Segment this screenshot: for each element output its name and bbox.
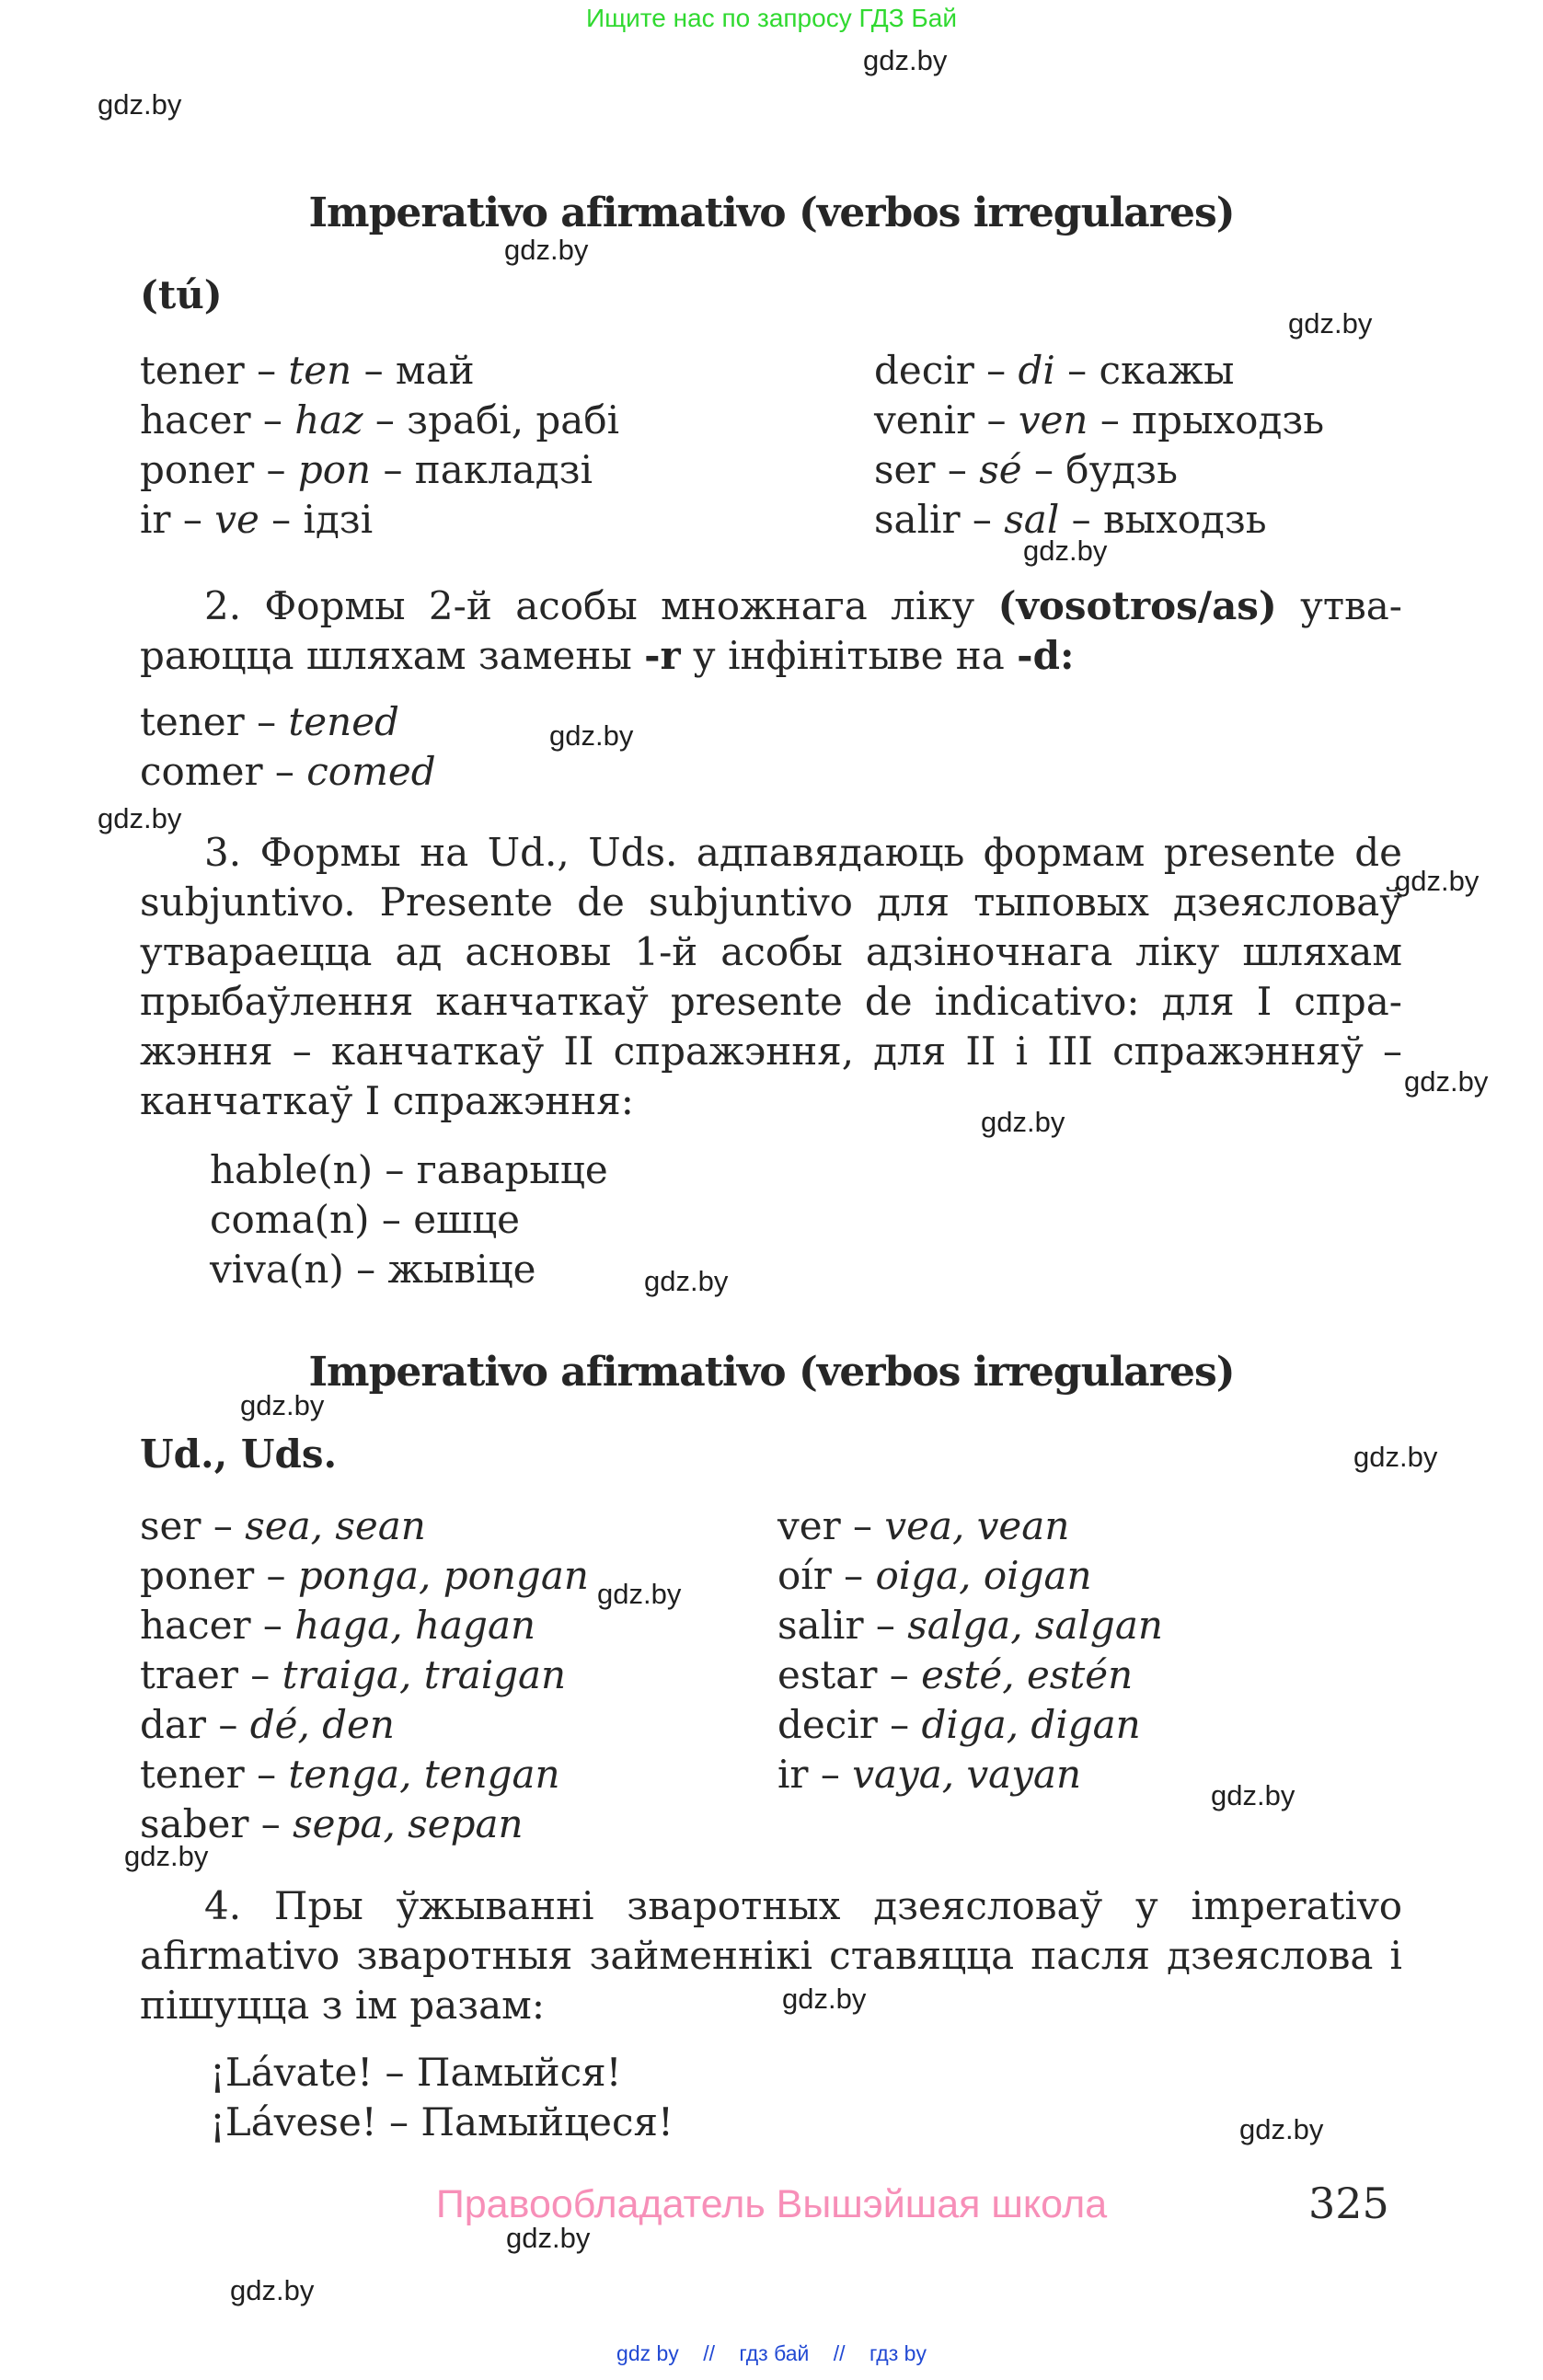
person-label-ud: Ud., Uds. xyxy=(140,1431,338,1477)
verb-row: ¡Lávate! – Памыйся! xyxy=(210,2050,622,2095)
verb-row: venir – ven – прыходзь xyxy=(874,397,1325,443)
paragraph-4 xyxy=(140,1881,1402,2030)
section-title-tu: Imperativo afirmativo (verbos irregulares) xyxy=(308,190,1235,236)
watermark: gdz.by xyxy=(1023,535,1108,567)
text-line: 2. Формы 2-й асобы множнага ліку (vosotros/as) утва- xyxy=(204,583,1402,628)
verb-row: comer – comed xyxy=(140,749,436,794)
verb-row: salir – salga, salgan xyxy=(777,1603,1163,1648)
watermark: gdz.by xyxy=(863,44,948,76)
verb-row: poner – ponga, pongan xyxy=(140,1553,589,1598)
verb-table-tu-left xyxy=(140,346,619,545)
text-line: канчаткаў I спражэння: xyxy=(140,1078,634,1123)
verb-row: hacer – haz – зрабі, рабі xyxy=(140,397,620,443)
text-line: утвараецца ад асновы 1-й асобы адзіночнага ліку шляхам xyxy=(140,929,1402,974)
verb-row: hacer – haga, hagan xyxy=(140,1603,536,1648)
watermark: gdz.by xyxy=(98,802,182,834)
verb-table-ud-left xyxy=(140,1501,589,1849)
verb-row: ver – vea, vean xyxy=(777,1503,1070,1548)
footer-separator: // xyxy=(833,2341,846,2365)
text-line: жэння – канчаткаў II спражэння, для II і III спражэнняў – xyxy=(140,1029,1402,1074)
verb-row: coma(n) – ешце xyxy=(210,1197,520,1242)
verb-row: decir – diga, digan xyxy=(777,1702,1141,1747)
verb-row: salir – sal – выходзь xyxy=(874,497,1267,542)
watermark: gdz.by xyxy=(644,1265,729,1297)
text-line: 4. Пры ўжыванні зваротных дзеясловаў у imperativo xyxy=(204,1883,1402,1928)
copyright-text: Правообладатель Вышэйшая школа xyxy=(435,2182,1108,2226)
verb-row: traer – traiga, traigan xyxy=(140,1652,567,1697)
footer-link[interactable]: гдз by xyxy=(869,2341,927,2365)
watermark: gdz.by xyxy=(1353,1441,1438,1473)
watermark: gdz.by xyxy=(1211,1779,1295,1811)
text-line: раюцца шляхам замены -r у інфінітыве на -d: xyxy=(140,633,1075,678)
watermark: gdz.by xyxy=(98,88,182,121)
verb-row: poner – pon – пакладзі xyxy=(140,447,593,492)
watermark: gdz.by xyxy=(1404,1065,1489,1098)
watermark: gdz.by xyxy=(597,1578,682,1610)
watermark: gdz.by xyxy=(1395,865,1480,897)
footer-link[interactable]: гдз бай xyxy=(739,2341,810,2365)
watermark: gdz.by xyxy=(1288,307,1373,339)
watermark: gdz.by xyxy=(981,1106,1065,1138)
person-label-tu: (tú) xyxy=(140,272,223,317)
text-line: пішуцца з ім разам: xyxy=(140,1983,545,2028)
verb-row: ¡Lávese! – Памыйцеся! xyxy=(210,2099,674,2144)
verb-row: decir – di – скажы xyxy=(874,348,1235,393)
verb-row: hable(n) – гаварыце xyxy=(210,1147,608,1192)
footer-separator: // xyxy=(703,2341,715,2365)
watermark: gdz.by xyxy=(230,2274,315,2306)
watermark: gdz.by xyxy=(549,719,634,752)
text-line: 3. Формы на Ud., Uds. адпавядаюць формам presente de xyxy=(204,830,1402,875)
watermark: gdz.by xyxy=(1239,2113,1324,2145)
watermark: gdz.by xyxy=(124,1840,209,1872)
example-list-subjuntivo xyxy=(210,1145,608,1294)
watermark: gdz.by xyxy=(240,1389,325,1421)
example-list-vosotros xyxy=(140,697,436,797)
verb-row: ir – vaya, vayan xyxy=(777,1752,1082,1797)
watermark: gdz.by xyxy=(504,234,589,266)
verb-row: dar – dé, den xyxy=(140,1702,395,1747)
verb-row: ser – sé – будзь xyxy=(874,447,1178,492)
verb-row: ser – sea, sean xyxy=(140,1503,426,1548)
paragraph-2 xyxy=(140,581,1402,681)
verb-row: viva(n) – жывіце xyxy=(210,1247,536,1292)
text-line: afirmativo зваротныя займеннікі ставяцца пасля дзеяслова і xyxy=(140,1933,1402,1978)
verb-row: saber – sepa, sepan xyxy=(140,1801,524,1846)
footer-links xyxy=(0,2341,1543,2366)
verb-table-ud-right xyxy=(777,1501,1163,1799)
watermark: gdz.by xyxy=(782,1983,867,2015)
text-line: subjuntivo. Presente de subjuntivo для тыповых дзеясловаў xyxy=(140,880,1402,925)
verb-table-tu-right xyxy=(874,346,1324,545)
paragraph-3 xyxy=(140,828,1402,1126)
section-title-ud: Imperativo afirmativo (verbos irregulares) xyxy=(308,1349,1235,1396)
verb-row: ir – ve – ідзі xyxy=(140,497,374,542)
verb-row: oír – oiga, oigan xyxy=(777,1553,1092,1598)
page-number: 325 xyxy=(1308,2179,1389,2228)
promo-banner: Ищите нас по запросу ГДЗ Бай xyxy=(585,4,958,32)
verb-row: tener – tened xyxy=(140,699,399,744)
watermark: gdz.by xyxy=(506,2222,591,2254)
verb-row: tener – ten – май xyxy=(140,348,475,393)
verb-row: tener – tenga, tengan xyxy=(140,1752,560,1797)
example-list-reflexive xyxy=(210,2048,674,2147)
verb-row: estar – esté, estén xyxy=(777,1652,1134,1697)
footer-link[interactable]: gdz by xyxy=(616,2341,679,2365)
text-line: прыбаўлення канчаткаў presente de indicativo: для I спра- xyxy=(140,979,1402,1024)
